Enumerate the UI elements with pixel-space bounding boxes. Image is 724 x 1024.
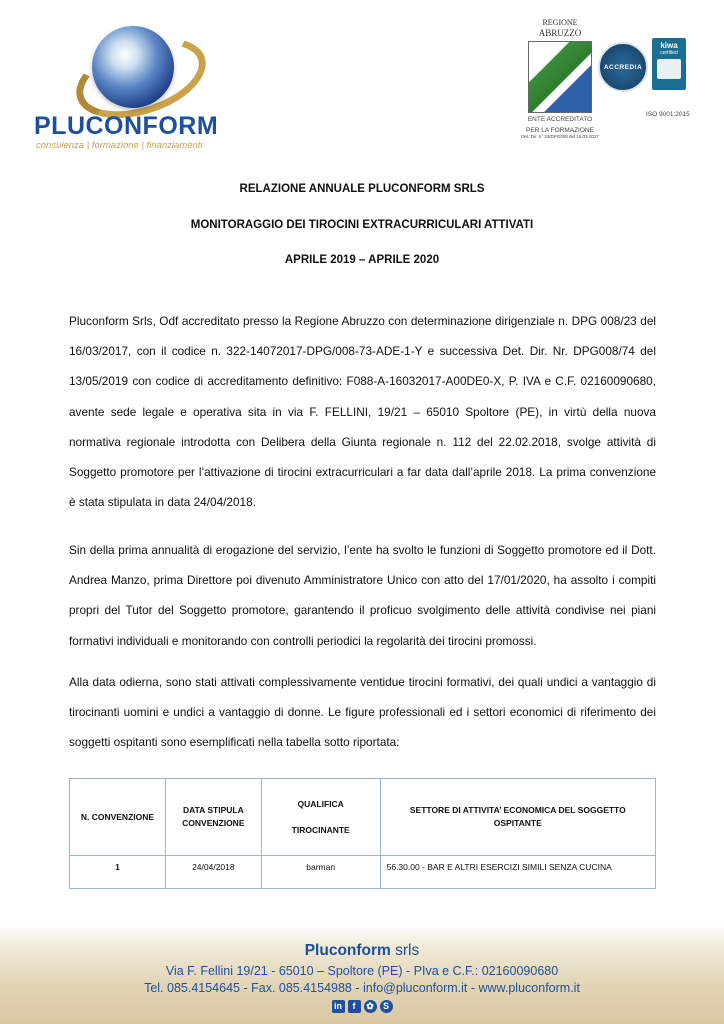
regione-abruzzo-logo — [520, 18, 600, 139]
kiwa-label: kiwa — [660, 41, 678, 50]
region-ente-2: PER LA FORMAZIONE — [526, 126, 594, 134]
facebook-icon[interactable]: f — [348, 1000, 361, 1013]
paragraph-3: Alla data odierna, sono stati attivati complessivamente ventidue tirocini formativi, dei quali undici a vantaggio di tirocinanti uomini e undici a vantaggio di donne. Le figure professionali ed i settori economici di riferimento dei soggetti ospitanti sono esemplificati nella tabella sotto riportata: — [69, 675, 656, 750]
pluconform-logo — [30, 22, 230, 157]
paragraph-2: Sin della prima annualità di erogazione del servizio, l’ente ha svolto le funzioni di Soggetto promotore ed il Dott. Andrea Manzo, prima Direttore poi divenuto Amministratore Unico con atto del 17/01/2020, ha assolto i compiti propri del Tutor del Soggetto promotore, garantendo il proficuo svolgimento delle attività condivise nei piani formativi individuali e monitorando con controlli periodici la regolarità dei tirocini promossi. — [69, 543, 656, 648]
instagram-icon[interactable]: ✿ — [364, 1000, 377, 1013]
report-subtitle: MONITORAGGIO DEI TIROCINI EXTRACURRICULARI ATTIVATI — [190, 219, 534, 231]
logo-tagline: consulenza | formazione | finanziamenti — [36, 140, 203, 151]
region-ente-1: ENTE ACCREDITATO — [527, 116, 593, 123]
header-data-stipula: DATA STIPULA CONVENZIONE — [165, 779, 261, 856]
footer-address: Via F. Fellini 19/21 - 65010 – Spoltore (PE) - PIva e C.F.: 02160090680 — [165, 964, 559, 978]
page-footer — [0, 924, 724, 1024]
region-shield-icon — [528, 41, 592, 113]
region-label-1: REGIONE — [542, 18, 578, 27]
header-settore: SETTORE DI ATTIVITA’ ECONOMICA DEL SOGGETTO OSPITANTE — [380, 779, 655, 856]
skype-icon[interactable]: S — [380, 1000, 393, 1013]
region-det: Det. Dir. n° 23/DPG008 del 16.03.2017 — [521, 134, 599, 139]
footer-brand — [0, 942, 724, 960]
kiwa-certification-badge — [652, 38, 686, 90]
cell-qualifica: barman — [261, 856, 380, 889]
report-title: RELAZIONE ANNUALE PLUCONFORM SRLS — [239, 183, 485, 195]
logo-name: PLUCONFORM — [34, 112, 219, 140]
table-header-row — [70, 779, 656, 856]
footer-brand-suffix: srls — [390, 942, 420, 959]
report-period: APRILE 2019 – APRILE 2020 — [284, 254, 440, 266]
footer-brand-name: Pluconform — [304, 942, 391, 959]
cell-settore: 56.30.00 - BAR E ALTRI ESERCIZI SIMILI SENZA CUCINA — [380, 856, 655, 889]
cell-n: 1 — [70, 856, 166, 889]
header-n-convenzione: N. CONVENZIONE — [70, 779, 166, 856]
accredia-seal: ACCREDIA — [598, 42, 648, 92]
header-qualifica: QUALIFICA TIROCINANTE — [261, 779, 380, 856]
social-links — [326, 1000, 398, 1014]
kiwa-graphic — [657, 59, 681, 79]
internships-table — [69, 778, 656, 889]
linkedin-icon[interactable]: in — [332, 1000, 345, 1013]
kiwa-sub-label: certified — [660, 50, 678, 56]
globe-icon — [92, 26, 174, 108]
table-row — [70, 856, 656, 889]
footer-contacts: Tel. 085.4154645 - Fax. 085.4154988 - info@pluconform.it - www.pluconform.it — [144, 981, 580, 995]
iso-label: ISO 9001:2015 — [646, 111, 690, 118]
paragraph-1: Pluconform Srls, Odf accreditato presso la Regione Abruzzo con determinazione dirigenziale n. DPG 008/23 del 16/03/2017, con il codice n. 322-14072017-DPG/008-73-ADE-1-Y e successiva Det. Dir. Nr. DPG008/74 del 13/05/2019 con codice di accreditamento definitivo: F088-A-16032017-A00DE0-X, P. IVA e C.F. 02160090680, avente sede legale e operativa sita in via F. FELLINI, 19/21 – 65010 Spoltore (PE), in virtù della nuova normativa regionale introdotta con Delibera della Giunta regionale n. 112 del 22.02.2018, svolge attività di Soggetto promotore per l’attivazione di tirocini extracurriculari a far data dall’aprile 2018. La prima convenzione è stata stipulata in data 24/04/2018. — [69, 314, 656, 510]
region-label-2: ABRUZZO — [538, 28, 582, 38]
cell-data: 24/04/2018 — [165, 856, 261, 889]
